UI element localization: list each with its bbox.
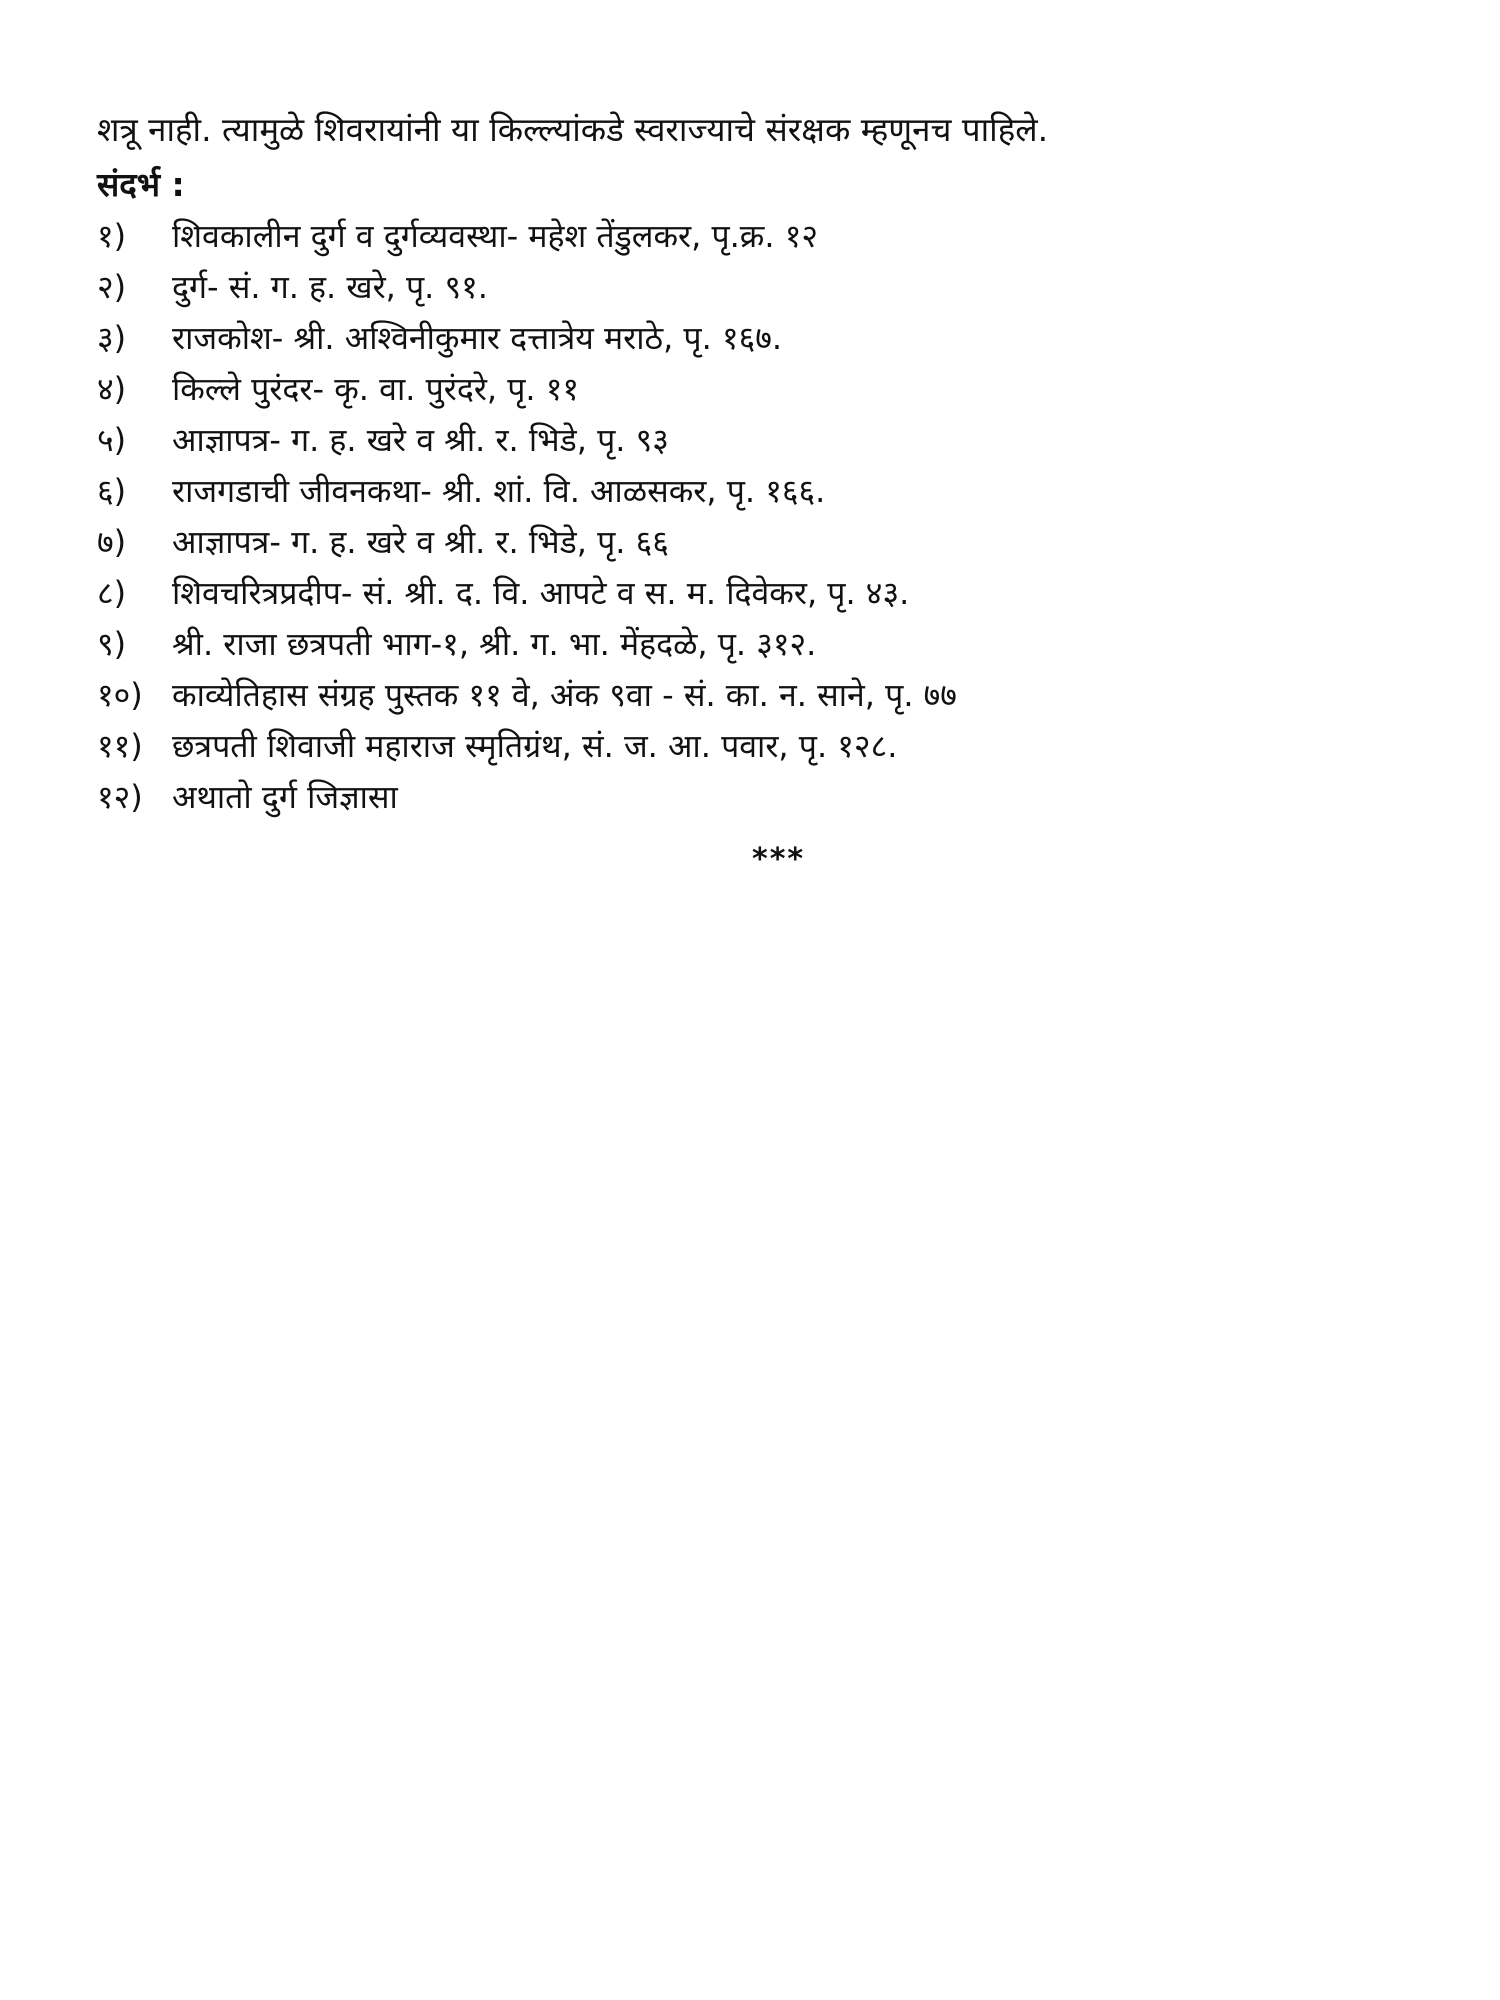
reference-text: आज्ञापत्र- ग. ह. खरे व श्री. र. भिडे, पृ. ६६	[172, 523, 669, 561]
reference-number: १०)	[97, 676, 143, 714]
reference-item	[97, 367, 1397, 418]
reference-item	[97, 418, 1397, 469]
section-separator: ***	[752, 842, 806, 877]
reference-item	[97, 775, 1397, 826]
reference-text: शिवचरित्रप्रदीप- सं. श्री. द. वि. आपटे व स. म. दिवेकर, पृ. ४३.	[172, 574, 910, 612]
reference-text: छत्रपती शिवाजी महाराज स्मृतिग्रंथ, सं. ज. आ. पवार, पृ. १२८.	[172, 727, 898, 765]
references-list	[97, 214, 1397, 826]
reference-number: ३)	[97, 319, 127, 357]
reference-number: १)	[97, 217, 127, 255]
reference-number: ५)	[97, 421, 127, 459]
reference-text: अथातो दुर्ग जिज्ञासा	[172, 778, 398, 816]
reference-item	[97, 469, 1397, 520]
references-heading: संदर्भ :	[97, 165, 185, 204]
reference-item	[97, 673, 1397, 724]
reference-item	[97, 316, 1397, 367]
reference-number: ६)	[97, 472, 127, 510]
reference-text: शिवकालीन दुर्ग व दुर्गव्यवस्था- महेश तेंडुलकर, पृ.क्र. १२	[172, 217, 819, 255]
reference-number: ९)	[97, 625, 127, 663]
intro-paragraph: शत्रू नाही. त्यामुळे शिवरायांनी या किल्ल्यांकडे स्वराज्याचे संरक्षक म्हणूनच पाहिले.	[97, 110, 1049, 149]
reference-item	[97, 520, 1397, 571]
reference-number: २)	[97, 268, 127, 306]
reference-number: १२)	[97, 778, 143, 816]
reference-text: आज्ञापत्र- ग. ह. खरे व श्री. र. भिडे, पृ. ९३	[172, 421, 669, 459]
reference-text: राजकोश- श्री. अश्विनीकुमार दत्तात्रेय मराठे, पृ. १६७.	[172, 319, 783, 357]
reference-text: राजगडाची जीवनकथा- श्री. शां. वि. आळसकर, पृ. १६६.	[172, 472, 826, 510]
reference-number: ४)	[97, 370, 127, 408]
reference-item	[97, 214, 1397, 265]
reference-item	[97, 265, 1397, 316]
reference-text: काव्येतिहास संग्रह पुस्तक ११ वे, अंक ९वा - सं. का. न. साने, पृ. ७७	[172, 676, 957, 714]
reference-text: किल्ले पुरंदर- कृ. वा. पुरंदरे, पृ. ११	[172, 370, 580, 408]
reference-item	[97, 622, 1397, 673]
reference-number: ७)	[97, 523, 127, 561]
reference-text: दुर्ग- सं. ग. ह. खरे, पृ. ९१.	[172, 268, 488, 306]
reference-number: ११)	[97, 727, 143, 765]
reference-item	[97, 724, 1397, 775]
reference-number: ८)	[97, 574, 127, 612]
reference-text: श्री. राजा छत्रपती भाग-१, श्री. ग. भा. मेंहदळे, पृ. ३१२.	[172, 625, 817, 663]
reference-item	[97, 571, 1397, 622]
